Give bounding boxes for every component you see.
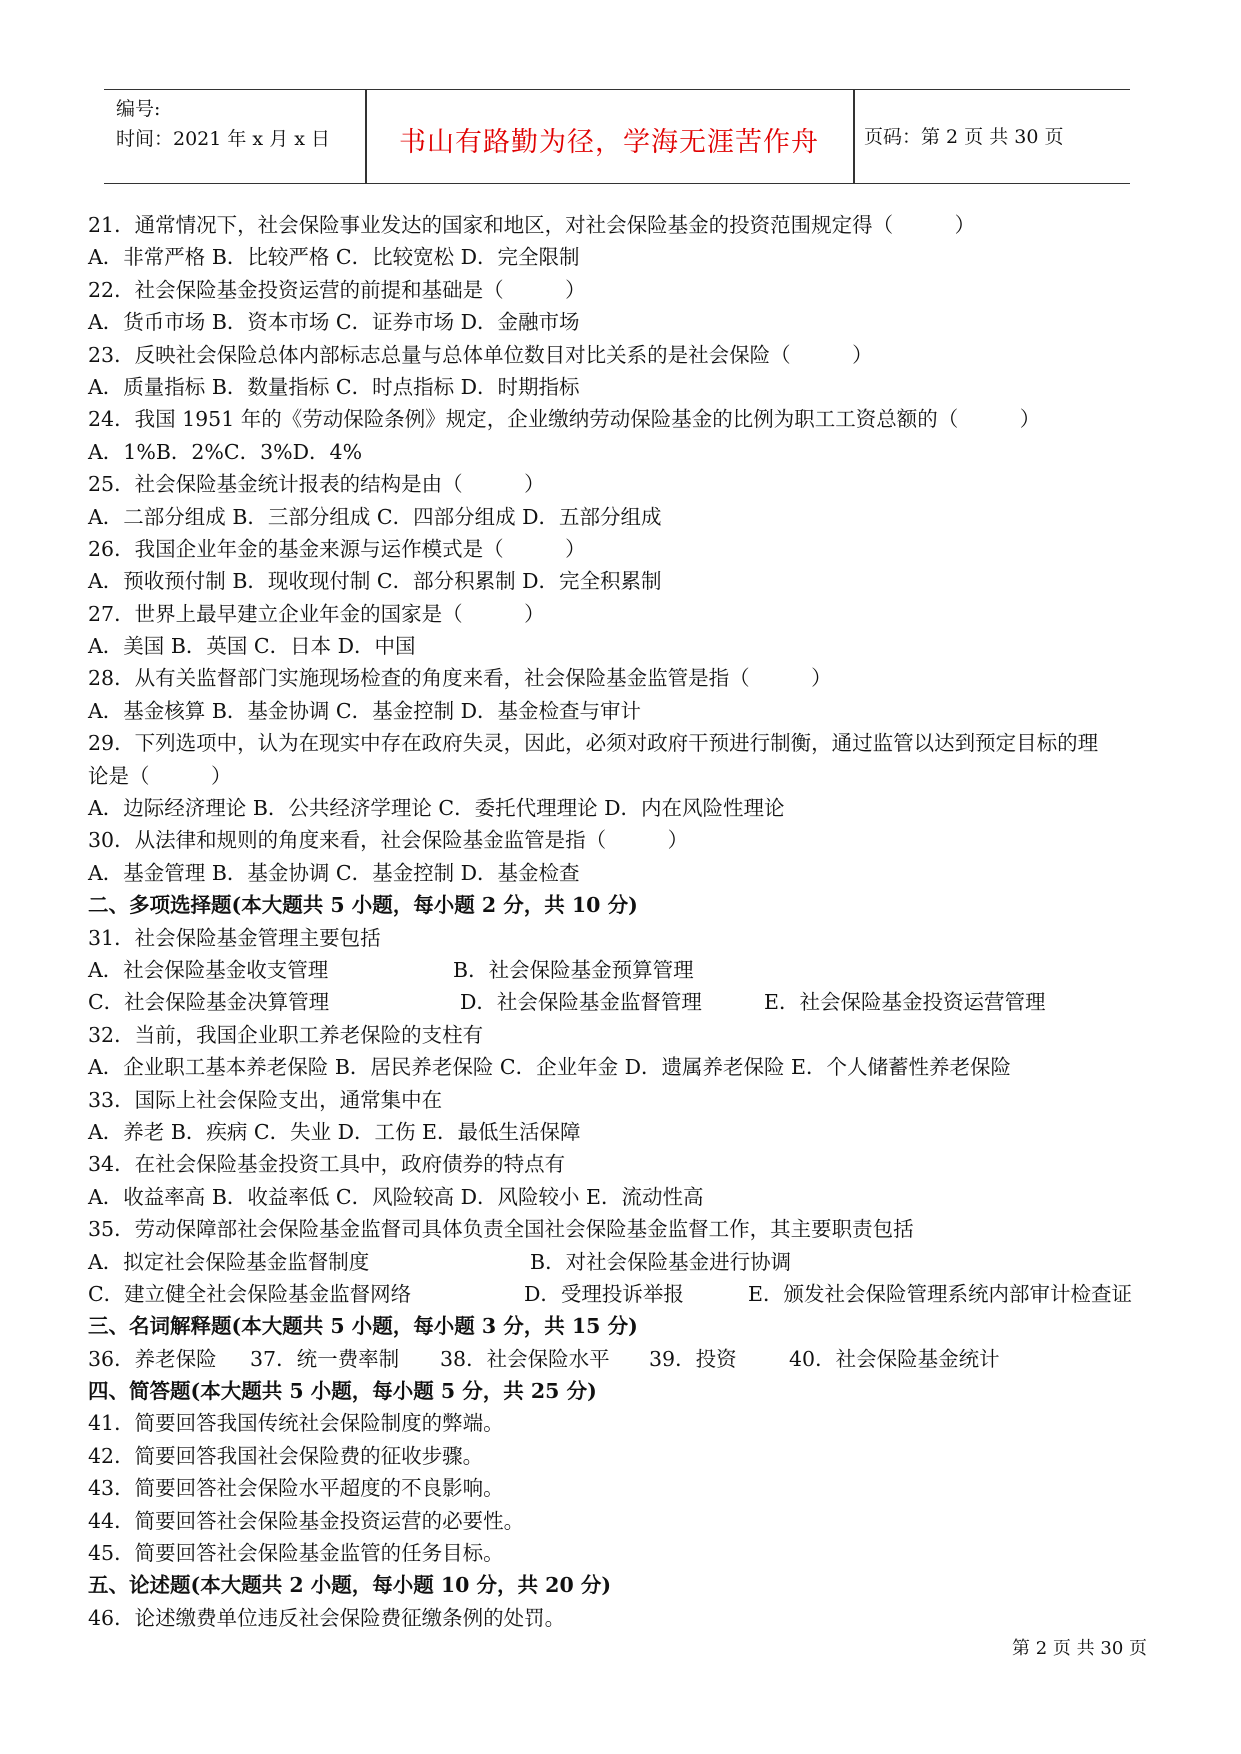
- question-27: 27．世界上最早建立企业年金的国家是（ ）: [88, 601, 545, 626]
- time-label: 时间：2021 年 x 月 x 日: [116, 128, 330, 150]
- question-29-cont: 论是（ ）: [88, 763, 232, 788]
- header-motto: 书山有路勤为径，学海无涯苦作舟: [399, 127, 819, 158]
- question-28: 28．从有关监督部门实施现场检查的角度来看，社会保险基金监管是指（ ）: [88, 666, 832, 691]
- options-35-row1: [88, 1246, 1150, 1278]
- question-23: 23．反映社会保险总体内部标志总量与总体单位数目对比关系的是社会保险（ ）: [88, 342, 873, 367]
- section-heading-5: 五、论述题(本大题共 2 小题，每小题 10 分，共 20 分): [88, 1573, 612, 1598]
- term-39: 39．投资: [649, 1346, 737, 1371]
- options-32: A．企业职工基本养老保险 B．居民养老保险 C．企业年金 D．遗属养老保险 E．个人储蓄性养老保险: [88, 1055, 1012, 1080]
- question-34: 34．在社会保险基金投资工具中，政府债券的特点有: [88, 1152, 566, 1177]
- options-28: A．基金核算 B．基金协调 C．基金控制 D．基金检查与审计: [88, 698, 642, 723]
- term-40: 40．社会保险基金统计: [789, 1346, 1000, 1371]
- option-b: B．对社会保险基金进行协调: [530, 1249, 792, 1274]
- section-heading-2: 二、多项选择题(本大题共 5 小题，每小题 2 分，共 10 分): [88, 893, 638, 918]
- options-34: A．收益率高 B．收益率低 C．风险较高 D．风险较小 E．流动性高: [88, 1184, 704, 1209]
- section-heading-4: 四、简答题(本大题共 5 小题，每小题 5 分，共 25 分): [88, 1379, 597, 1404]
- header-left: [116, 94, 330, 154]
- term-36: 36．养老保险: [88, 1346, 217, 1371]
- page-label: 页码：第 2 页 共 30 页: [864, 126, 1064, 148]
- option-a: A．社会保险基金收支管理: [88, 957, 329, 982]
- option-c: C．社会保险基金决算管理: [88, 990, 330, 1015]
- options-22: A．货币市场 B．资本市场 C．证券市场 D．金融市场: [88, 310, 580, 335]
- section-heading-3: 三、名词解释题(本大题共 5 小题，每小题 3 分，共 15 分): [88, 1314, 638, 1339]
- options-25: A．二部分组成 B．三部分组成 C．四部分组成 D．五部分组成: [88, 504, 662, 529]
- question-26: 26．我国企业年金的基金来源与运作模式是（ ）: [88, 536, 586, 561]
- question-25: 25．社会保险基金统计报表的结构是由（ ）: [88, 472, 545, 497]
- question-29: 29．下列选项中，认为在现实中存在政府失灵，因此，必须对政府干预进行制衡，通过监管以达到预定目标的理: [88, 731, 1099, 756]
- question-30: 30．从法律和规则的角度来看，社会保险基金监管是指（ ）: [88, 828, 689, 853]
- question-45: 45．简要回答社会保险基金监管的任务目标。: [88, 1541, 504, 1566]
- options-29: A．边际经济理论 B．公共经济学理论 C．委托代理理论 D．内在风险性理论: [88, 796, 785, 821]
- options-24: A．1%B．2%C．3%D．4%: [88, 439, 363, 464]
- question-33: 33．国际上社会保险支出，通常集中在: [88, 1087, 443, 1112]
- options-30: A．基金管理 B．基金协调 C．基金控制 D．基金检查: [88, 860, 580, 885]
- question-31: 31．社会保险基金管理主要包括: [88, 925, 381, 950]
- terms-row: [88, 1343, 1150, 1375]
- question-35: 35．劳动保障部社会保险基金监督司具体负责全国社会保险基金监督工作，其主要职责包括: [88, 1217, 914, 1242]
- option-a: A．拟定社会保险基金监督制度: [88, 1249, 370, 1274]
- term-37: 37．统一费率制: [250, 1346, 400, 1371]
- header-table: [104, 89, 1130, 184]
- options-31-row1: [88, 954, 1150, 986]
- options-23: A．质量指标 B．数量指标 C．时点指标 D．时期指标: [88, 374, 580, 399]
- question-42: 42．简要回答我国社会保险费的征收步骤。: [88, 1443, 484, 1468]
- option-d: D．受理投诉举报: [524, 1281, 684, 1306]
- exam-content: [88, 209, 1150, 1634]
- question-32: 32．当前，我国企业职工养老保险的支柱有: [88, 1022, 484, 1047]
- option-b: B．社会保险基金预算管理: [453, 957, 694, 982]
- option-e: E．社会保险基金投资运营管理: [764, 990, 1046, 1015]
- page-footer: 第 2 页 共 30 页: [1012, 1638, 1147, 1659]
- question-46: 46．论述缴费单位违反社会保险费征缴条例的处罚。: [88, 1605, 566, 1630]
- option-e: E．颁发社会保险管理系统内部审计检查证: [748, 1281, 1132, 1306]
- question-44: 44．简要回答社会保险基金投资运营的必要性。: [88, 1508, 525, 1533]
- options-27: A．美国 B．英国 C．日本 D．中国: [88, 634, 416, 659]
- question-43: 43．简要回答社会保险水平超度的不良影响。: [88, 1476, 504, 1501]
- header-divider: [853, 90, 855, 183]
- term-38: 38．社会保险水平: [440, 1346, 610, 1371]
- options-31-row2: [88, 986, 1150, 1018]
- option-c: C．建立健全社会保险基金监督网络: [88, 1281, 412, 1306]
- question-22: 22．社会保险基金投资运营的前提和基础是（ ）: [88, 277, 586, 302]
- options-21: A．非常严格 B．比较严格 C．比较宽松 D．完全限制: [88, 245, 580, 270]
- options-33: A．养老 B．疾病 C．失业 D．工伤 E．最低生活保障: [88, 1119, 581, 1144]
- options-26: A．预收预付制 B．现收现付制 C．部分积累制 D．完全积累制: [88, 569, 662, 594]
- question-24: 24．我国 1951 年的《劳动保险条例》规定，企业缴纳劳动保险基金的比例为职工工资总额的（ ）: [88, 407, 1041, 432]
- number-label: 编号:: [116, 98, 161, 120]
- question-21: 21．通常情况下，社会保险事业发达的国家和地区，对社会保险基金的投资范围规定得（ ）: [88, 213, 976, 237]
- option-d: D．社会保险基金监督管理: [460, 990, 702, 1015]
- question-41: 41．简要回答我国传统社会保险制度的弊端。: [88, 1411, 504, 1436]
- options-35-row2: [88, 1278, 1150, 1310]
